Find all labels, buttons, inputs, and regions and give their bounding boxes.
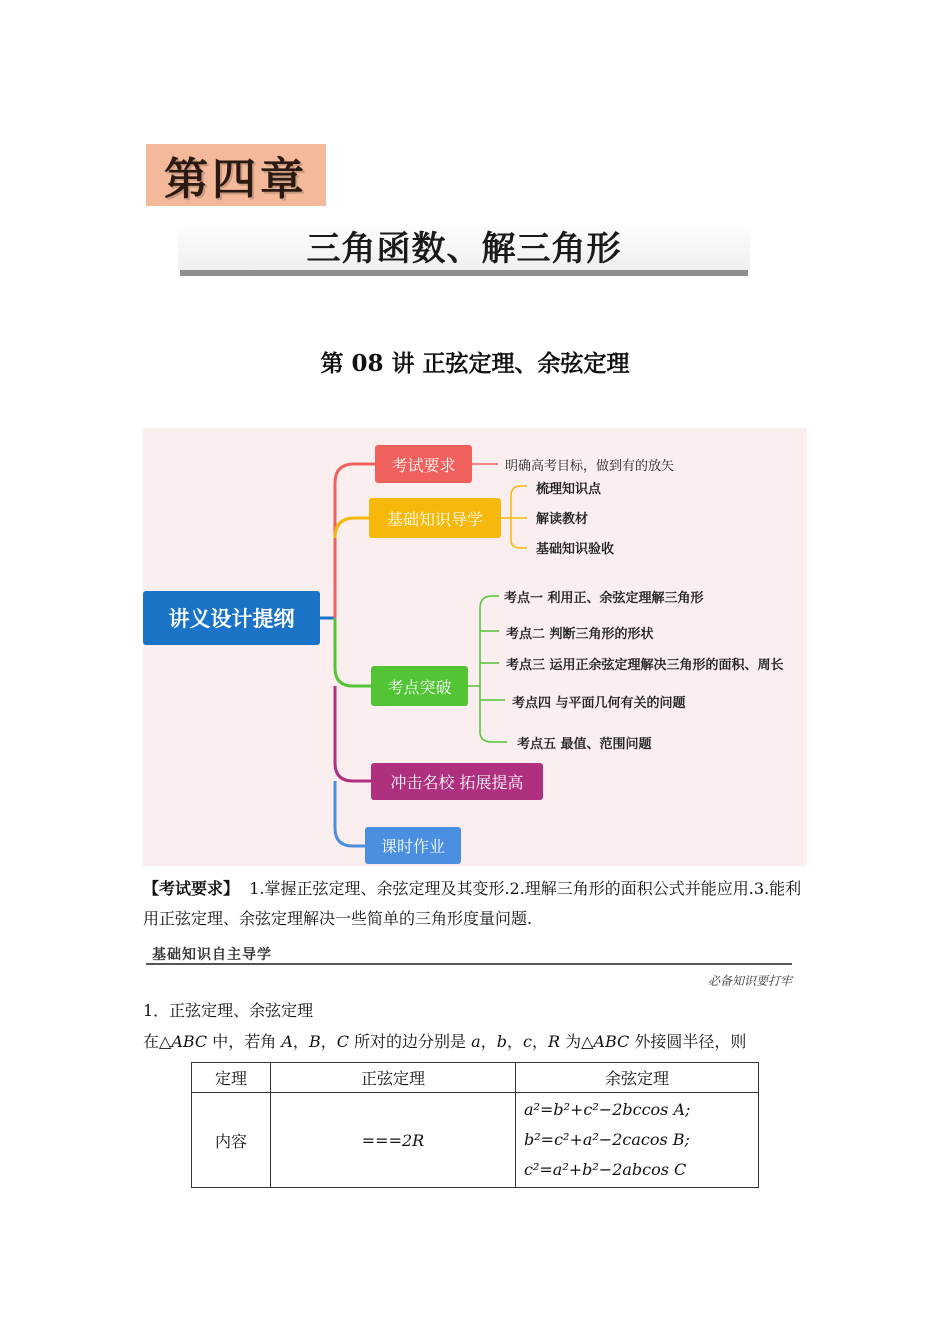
table-cosine-law-cell — [516, 1093, 759, 1188]
intro-text: ， — [531, 1032, 548, 1051]
lecture-title: 第 08 讲 正弦定理、余弦定理 — [320, 350, 630, 377]
intro-text: 为△ — [560, 1032, 594, 1051]
table-header-row — [192, 1063, 759, 1093]
mindmap-connectors — [143, 428, 807, 866]
intro-text: 外接圆半径，则 — [629, 1032, 747, 1051]
chapter-label: 第四章 — [164, 154, 308, 205]
mindmap-node-homework-label: 课时作业 — [380, 837, 445, 856]
mindmap-leaf-keypoint-4: 考点四 与平面几何有关的问题 — [512, 696, 686, 711]
mindmap-node-challenge — [371, 763, 543, 800]
intro-text: 中，若角 — [207, 1032, 282, 1051]
table-row-label: 内容 — [192, 1093, 271, 1188]
intro-var: b — [496, 1032, 507, 1051]
mindmap-leaf-basic-2: 解读教材 — [536, 512, 589, 527]
sine-law: ===2R — [361, 1130, 425, 1150]
chapter-badge — [146, 144, 326, 206]
intro-text: ， — [506, 1032, 523, 1051]
mindmap-node-basic-label: 基础知识导学 — [386, 509, 483, 529]
intro-var: R — [547, 1032, 561, 1051]
mindmap-node-basic — [369, 498, 501, 538]
intro-text: ， — [320, 1032, 337, 1051]
exam-requirements-line1 — [143, 874, 813, 904]
intro-var: B — [308, 1032, 321, 1051]
cosine-law-c: c²=a²+b²−2abcos C — [524, 1160, 687, 1179]
section-banner-title: 基础知识自主导学 — [152, 947, 272, 963]
mindmap-leaf-keypoint-5: 考点五 最值、范围问题 — [517, 737, 652, 752]
section1-intro — [143, 1027, 746, 1057]
chapter-title: 三角函数、解三角形 — [306, 228, 622, 269]
mindmap-leaf-keypoint-2: 考点二 判断三角形的形状 — [506, 627, 654, 642]
intro-var: c — [522, 1032, 532, 1051]
theorem-table — [191, 1062, 759, 1188]
mindmap-root-label: 讲义设计提纲 — [168, 607, 295, 631]
table-sine-law-cell — [271, 1093, 516, 1188]
intro-var: ABC — [593, 1032, 630, 1051]
exam-requirements-line2: 用正弦定理、余弦定理解决一些简单的三角形度量问题. — [143, 909, 533, 928]
outline-mindmap — [143, 428, 807, 866]
exam-requirements-label: 【考试要求】 — [143, 879, 240, 898]
cosine-law-b: b²=c²+a²−2cacos B; — [524, 1130, 690, 1149]
mindmap-node-keypoints — [371, 666, 468, 706]
table-header-cell: 定理 — [192, 1063, 271, 1093]
mindmap-node-keypoints-label: 考点突破 — [387, 677, 452, 697]
intro-text: ， — [480, 1032, 497, 1051]
chapter-title-band — [178, 220, 750, 270]
exam-requirements — [143, 874, 813, 934]
table-header-cell: 余弦定理 — [516, 1063, 759, 1093]
mindmap-leaf-exam-goal: 明确高考目标，做到有的放矢 — [505, 459, 675, 474]
exam-requirements-text1: 1.掌握正弦定理、余弦定理及其变形.2.理解三角形的面积公式并能应用.3.能利 — [249, 879, 802, 898]
intro-var: A — [281, 1032, 293, 1051]
intro-var: C — [336, 1032, 349, 1051]
cosine-law-a: a²=b²+c²−2bccos A; — [524, 1100, 691, 1119]
mindmap-node-exam — [375, 445, 472, 483]
table-row — [192, 1093, 759, 1188]
intro-text: 所对的边分别是 — [348, 1032, 472, 1051]
section-banner-rule — [146, 963, 792, 965]
mindmap-node-exam-label: 考试要求 — [391, 455, 456, 475]
section1-heading: 1．正弦定理、余弦定理 — [143, 1001, 314, 1020]
intro-text: 在△ — [143, 1032, 172, 1051]
table-header-cell: 正弦定理 — [271, 1063, 516, 1093]
intro-var: ABC — [171, 1032, 208, 1051]
mindmap-root — [143, 591, 320, 645]
mindmap-leaf-keypoint-3: 考点三 运用正余弦定理解决三角形的面积、周长 — [506, 658, 784, 673]
mindmap-node-challenge-label: 冲击名校 拓展提高 — [390, 773, 524, 792]
mindmap-leaf-basic-3: 基础知识验收 — [536, 542, 615, 557]
mindmap-leaf-keypoint-1: 考点一 利用正、余弦定理解三角形 — [504, 591, 704, 606]
mindmap-leaf-basic-1: 梳理知识点 — [536, 482, 602, 497]
chapter-title-rule — [180, 270, 748, 276]
intro-text: ， — [292, 1032, 309, 1051]
mindmap-node-homework — [365, 827, 461, 864]
intro-var: a — [471, 1032, 481, 1051]
section-banner-subtitle: 必备知识要打牢 — [707, 974, 792, 988]
